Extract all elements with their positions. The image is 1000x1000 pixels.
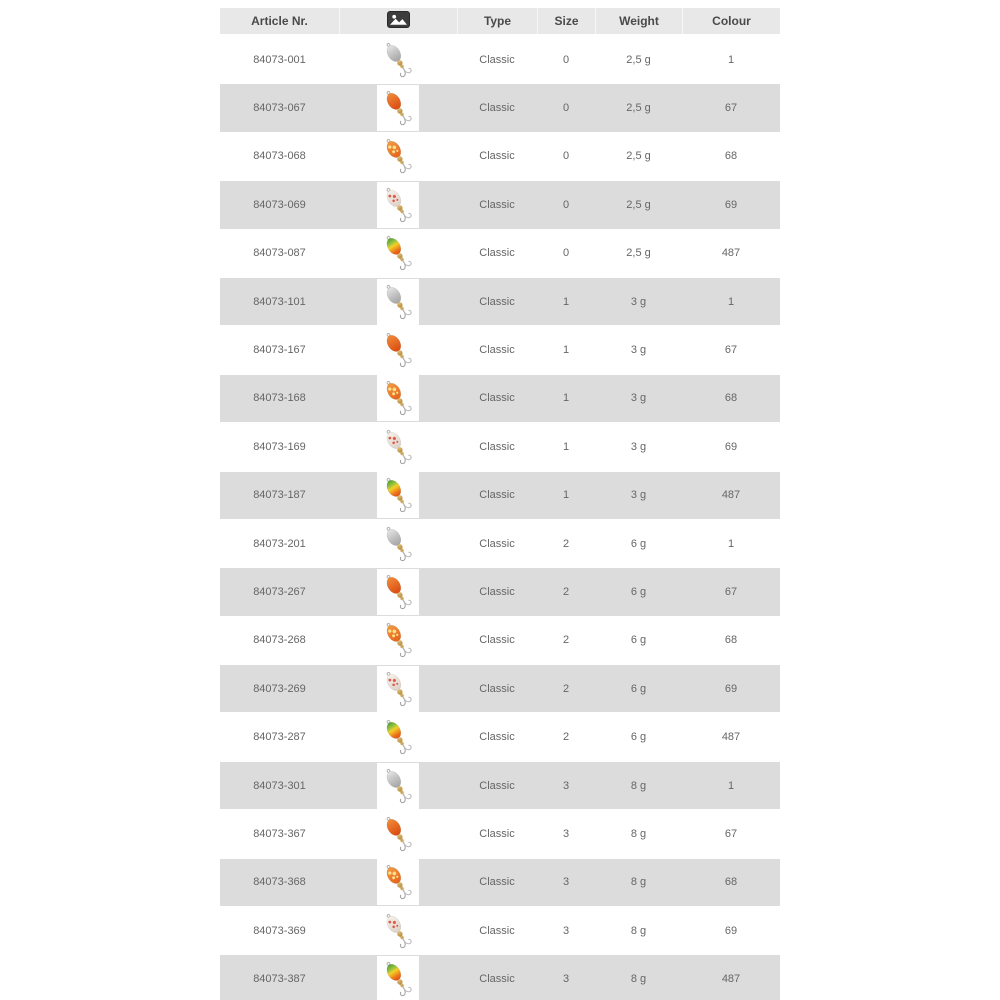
column-header-image	[339, 8, 457, 34]
size-cell: 0	[562, 102, 570, 115]
product-image[interactable]	[377, 956, 419, 1000]
weight-cell: 2,5 g	[626, 247, 651, 260]
product-image-cell	[339, 85, 457, 131]
colour-cell: 1	[727, 295, 735, 308]
type-cell: Classic	[479, 585, 515, 598]
table-row[interactable]	[220, 84, 780, 132]
product-image-cell	[339, 472, 457, 518]
article-number-cell: 84073-167	[253, 344, 306, 357]
type-cell: Classic	[479, 102, 515, 115]
table-row[interactable]	[220, 617, 780, 665]
product-image[interactable]	[377, 908, 419, 954]
article-number-cell: 84073-368	[253, 876, 306, 889]
type-cell: Classic	[479, 489, 515, 502]
article-number-cell: 84073-169	[253, 440, 306, 453]
lure-silver	[379, 522, 417, 566]
colour-cell: 487	[721, 489, 741, 502]
lure-firetiger	[379, 957, 417, 1000]
product-image-cell	[339, 230, 457, 276]
size-cell: 1	[562, 344, 570, 357]
weight-cell: 2,5 g	[626, 53, 651, 66]
size-cell: 1	[562, 489, 570, 502]
product-image-cell	[339, 133, 457, 179]
type-cell: Classic	[479, 53, 515, 66]
lure-orange	[379, 570, 417, 614]
weight-cell: 2,5 g	[626, 102, 651, 115]
product-image[interactable]	[377, 133, 419, 179]
type-cell: Classic	[479, 827, 515, 840]
size-cell: 2	[562, 682, 570, 695]
product-image-cell	[339, 763, 457, 809]
article-number-cell: 84073-067	[253, 102, 306, 115]
colour-cell: 67	[724, 827, 738, 840]
colour-cell: 67	[724, 344, 738, 357]
table-row[interactable]	[220, 907, 780, 955]
colour-cell: 487	[721, 247, 741, 260]
lure-white-red-dotted	[379, 425, 417, 469]
lure-white-red-dotted	[379, 183, 417, 227]
product-image-cell	[339, 375, 457, 421]
weight-cell: 3 g	[630, 295, 647, 308]
article-number-cell: 84073-101	[253, 295, 306, 308]
product-image-cell	[339, 521, 457, 567]
type-cell: Classic	[479, 344, 515, 357]
table-row[interactable]	[220, 375, 780, 423]
lure-silver	[379, 280, 417, 324]
weight-cell: 6 g	[630, 585, 647, 598]
colour-cell: 68	[724, 150, 738, 163]
size-cell: 3	[562, 779, 570, 792]
type-cell: Classic	[479, 779, 515, 792]
size-cell: 2	[562, 585, 570, 598]
lure-orange-dotted	[379, 376, 417, 420]
article-number-cell: 84073-187	[253, 489, 306, 502]
colour-cell: 487	[721, 731, 741, 744]
product-image[interactable]	[377, 569, 419, 615]
product-image-cell	[339, 424, 457, 470]
table-row[interactable]	[220, 859, 780, 907]
table-body	[220, 36, 780, 1000]
product-image-cell	[339, 37, 457, 83]
lure-white-red-dotted	[379, 667, 417, 711]
product-image[interactable]	[377, 424, 419, 470]
product-image[interactable]	[377, 714, 419, 760]
product-image[interactable]	[377, 666, 419, 712]
product-image-cell	[339, 666, 457, 712]
article-number-cell: 84073-069	[253, 198, 306, 211]
article-number-cell: 84073-369	[253, 924, 306, 937]
lure-orange	[379, 328, 417, 372]
product-image-cell	[339, 956, 457, 1000]
article-number-cell: 84073-201	[253, 537, 306, 550]
article-number-cell: 84073-387	[253, 973, 306, 986]
product-image[interactable]	[377, 375, 419, 421]
article-number-cell: 84073-001	[253, 53, 306, 66]
type-cell: Classic	[479, 924, 515, 937]
column-header-colour: Colour	[682, 8, 780, 34]
weight-cell: 8 g	[630, 779, 647, 792]
lure-silver	[379, 38, 417, 82]
lure-white-red-dotted	[379, 909, 417, 953]
weight-cell: 3 g	[630, 392, 647, 405]
table-row[interactable]	[220, 955, 780, 1000]
table-row[interactable]	[220, 810, 780, 858]
colour-cell: 69	[724, 440, 738, 453]
type-cell: Classic	[479, 682, 515, 695]
size-cell: 1	[562, 440, 570, 453]
lure-firetiger	[379, 715, 417, 759]
table-row[interactable]	[220, 326, 780, 374]
colour-cell: 487	[721, 973, 741, 986]
product-image-cell	[339, 182, 457, 228]
type-cell: Classic	[479, 392, 515, 405]
article-number-cell: 84073-301	[253, 779, 306, 792]
product-image-cell	[339, 714, 457, 760]
size-cell: 0	[562, 247, 570, 260]
size-cell: 0	[562, 198, 570, 211]
product-table	[220, 8, 780, 1000]
article-number-cell: 84073-267	[253, 585, 306, 598]
table-row[interactable]	[220, 520, 780, 568]
type-cell: Classic	[479, 295, 515, 308]
size-cell: 2	[562, 731, 570, 744]
product-image[interactable]	[377, 859, 419, 905]
weight-cell: 3 g	[630, 489, 647, 502]
article-number-cell: 84073-268	[253, 634, 306, 647]
size-cell: 2	[562, 634, 570, 647]
table-row[interactable]	[220, 181, 780, 229]
article-number-cell: 84073-287	[253, 731, 306, 744]
weight-cell: 2,5 g	[626, 198, 651, 211]
table-row[interactable]	[220, 472, 780, 520]
colour-cell: 68	[724, 876, 738, 889]
size-cell: 3	[562, 924, 570, 937]
table-row[interactable]	[220, 713, 780, 761]
type-cell: Classic	[479, 634, 515, 647]
table-row[interactable]	[220, 762, 780, 810]
weight-cell: 8 g	[630, 924, 647, 937]
weight-cell: 3 g	[630, 344, 647, 357]
weight-cell: 6 g	[630, 682, 647, 695]
product-image[interactable]	[377, 472, 419, 518]
colour-cell: 67	[724, 585, 738, 598]
colour-cell: 68	[724, 392, 738, 405]
size-cell: 0	[562, 150, 570, 163]
type-cell: Classic	[479, 973, 515, 986]
product-image[interactable]	[377, 811, 419, 857]
type-cell: Classic	[479, 150, 515, 163]
weight-cell: 8 g	[630, 973, 647, 986]
lure-orange	[379, 812, 417, 856]
product-image-cell	[339, 279, 457, 325]
type-cell: Classic	[479, 876, 515, 889]
size-cell: 3	[562, 973, 570, 986]
lure-silver	[379, 764, 417, 808]
product-image-cell	[339, 327, 457, 373]
colour-cell: 1	[727, 537, 735, 550]
weight-cell: 8 g	[630, 827, 647, 840]
column-header-size: Size	[537, 8, 595, 34]
product-image-cell	[339, 908, 457, 954]
type-cell: Classic	[479, 198, 515, 211]
colour-cell: 69	[724, 924, 738, 937]
colour-cell: 67	[724, 102, 738, 115]
lure-firetiger	[379, 231, 417, 275]
lure-orange-dotted	[379, 134, 417, 178]
table-header-row	[220, 8, 780, 34]
product-image[interactable]	[377, 230, 419, 276]
lure-orange	[379, 86, 417, 130]
size-cell: 3	[562, 876, 570, 889]
article-number-cell: 84073-068	[253, 150, 306, 163]
type-cell: Classic	[479, 537, 515, 550]
colour-cell: 1	[727, 779, 735, 792]
size-cell: 3	[562, 827, 570, 840]
product-image[interactable]	[377, 37, 419, 83]
table-row[interactable]	[220, 665, 780, 713]
weight-cell: 6 g	[630, 634, 647, 647]
article-number-cell: 84073-087	[253, 247, 306, 260]
size-cell: 1	[562, 295, 570, 308]
article-number-cell: 84073-168	[253, 392, 306, 405]
weight-cell: 6 g	[630, 537, 647, 550]
article-number-cell: 84073-367	[253, 827, 306, 840]
column-header-type: Type	[457, 8, 537, 34]
product-image[interactable]	[377, 327, 419, 373]
colour-cell: 68	[724, 634, 738, 647]
image-icon	[387, 11, 410, 31]
table-row[interactable]	[220, 133, 780, 181]
product-image-cell	[339, 569, 457, 615]
weight-cell: 3 g	[630, 440, 647, 453]
product-image[interactable]	[377, 617, 419, 663]
weight-cell: 6 g	[630, 731, 647, 744]
column-header-weight: Weight	[595, 8, 682, 34]
lure-orange-dotted	[379, 860, 417, 904]
table-row[interactable]	[220, 230, 780, 278]
size-cell: 2	[562, 537, 570, 550]
type-cell: Classic	[479, 731, 515, 744]
table-row[interactable]	[220, 423, 780, 471]
table-row[interactable]	[220, 568, 780, 616]
article-number-cell: 84073-269	[253, 682, 306, 695]
colour-cell: 69	[724, 682, 738, 695]
size-cell: 1	[562, 392, 570, 405]
product-image[interactable]	[377, 763, 419, 809]
colour-cell: 1	[727, 53, 735, 66]
product-image[interactable]	[377, 279, 419, 325]
lure-orange-dotted	[379, 618, 417, 662]
type-cell: Classic	[479, 247, 515, 260]
weight-cell: 8 g	[630, 876, 647, 889]
type-cell: Classic	[479, 440, 515, 453]
product-image[interactable]	[377, 182, 419, 228]
size-cell: 0	[562, 53, 570, 66]
colour-cell: 69	[724, 198, 738, 211]
product-image[interactable]	[377, 85, 419, 131]
table-row[interactable]	[220, 278, 780, 326]
product-image-cell	[339, 859, 457, 905]
lure-firetiger	[379, 473, 417, 517]
product-image-cell	[339, 617, 457, 663]
product-image-cell	[339, 811, 457, 857]
weight-cell: 2,5 g	[626, 150, 651, 163]
table-row[interactable]	[220, 36, 780, 84]
column-header-article-nr: Article Nr.	[251, 14, 308, 28]
product-image[interactable]	[377, 521, 419, 567]
